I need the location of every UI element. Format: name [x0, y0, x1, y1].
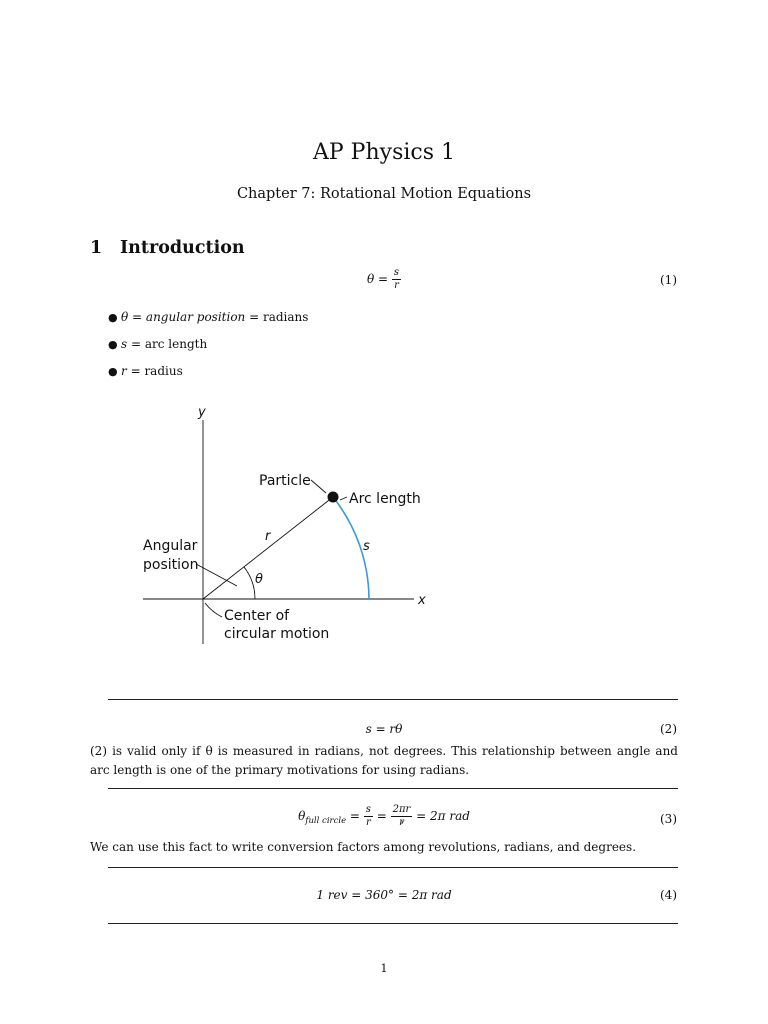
page-number: 1	[380, 962, 388, 975]
r-label: r	[265, 529, 271, 544]
theta-arc	[244, 567, 255, 599]
bullet-dot: ●	[108, 365, 118, 378]
document-title: AP Physics 1	[312, 140, 455, 165]
arc-length-leader	[340, 497, 347, 500]
bullet-item: ● s = arc length	[108, 337, 208, 351]
radius-line	[203, 497, 333, 599]
section-number: 1	[90, 238, 103, 258]
bullet-item: ● r = radius	[108, 364, 183, 378]
equation-3-number: (3)	[660, 812, 677, 826]
center-label-line1: Center of	[224, 608, 290, 624]
particle-label: Particle	[259, 473, 311, 489]
theta-label: θ	[255, 572, 263, 587]
angular-position-label-line1: Angular	[143, 538, 198, 554]
s-label: s	[363, 539, 370, 554]
bullet-dot: ●	[108, 338, 118, 351]
horizontal-rule	[108, 788, 678, 789]
paragraph-conversion: We can use this fact to write conversion factors among revolutions, radians, and degrees.	[90, 840, 637, 854]
horizontal-rule	[108, 867, 678, 868]
paragraph-radians: (2) is valid only if θ is measured in radians, not degrees. This relationship between angle and arc length is one of the primary motivations for using radians.	[90, 744, 678, 777]
center-label-line2: circular motion	[224, 626, 330, 642]
equation-2-number: (2)	[660, 722, 677, 736]
equation-3: $\theta_{full circle}$ = $\frac{s}{r}$ = $\frac{2\pi r}{r}$ = 2π rad	[298, 804, 470, 828]
eq1-fraction: $\frac{s}{r}$	[393, 267, 400, 291]
horizontal-rule	[108, 923, 678, 924]
equation-2: s = rθ	[365, 722, 403, 736]
equation-4: 1 rev = 360° = 2π rad	[316, 888, 452, 902]
equation-1-number: (1)	[660, 273, 677, 287]
arc-length-label: Arc length	[349, 491, 421, 507]
horizontal-rule	[108, 699, 678, 700]
section-title: Introduction	[120, 238, 245, 258]
angular-position-label-line2: position	[143, 557, 199, 573]
document-subtitle: Chapter 7: Rotational Motion Equations	[236, 186, 532, 202]
equation-4-number: (4)	[660, 888, 677, 902]
particle-dot	[328, 492, 339, 503]
bullet-item: ● θ = angular position = radians	[108, 310, 309, 324]
eq1-lhs: θ =	[366, 272, 392, 286]
angular-position-leader	[196, 564, 237, 586]
eq3-fraction-1: $\frac{s}{r}$	[365, 804, 371, 828]
particle-leader	[311, 480, 326, 493]
y-axis-label: y	[198, 405, 206, 420]
center-leader	[205, 603, 222, 617]
x-axis-label: x	[418, 593, 426, 608]
eq3-fraction-2: $\frac{2\pi r}{r}$	[392, 804, 411, 828]
bullet-dot: ●	[108, 311, 118, 324]
